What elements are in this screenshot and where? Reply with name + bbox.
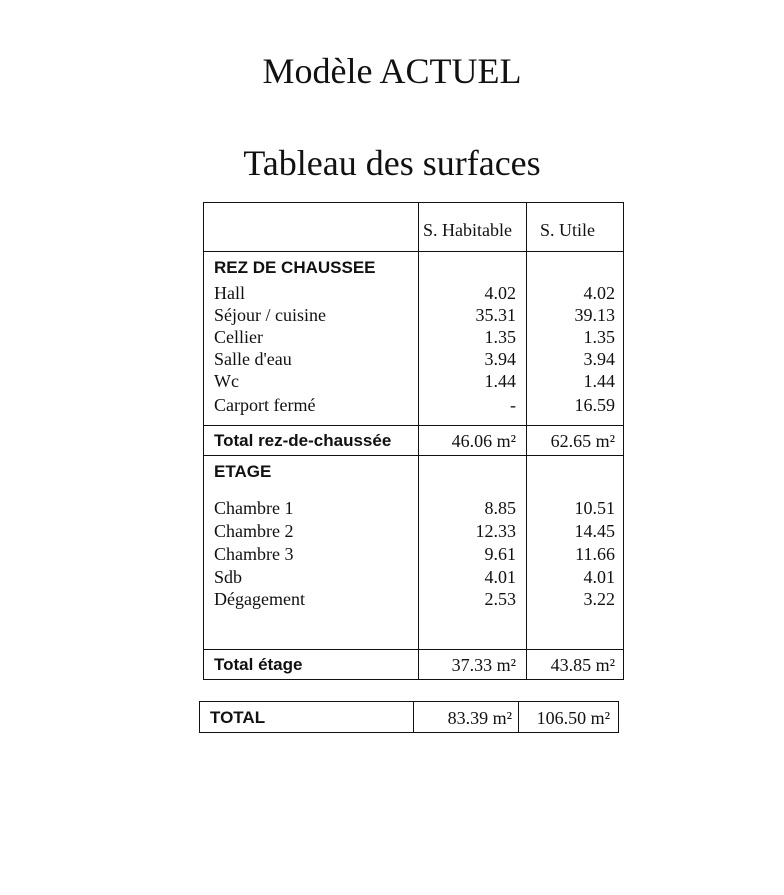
row-label: Cellier [214,327,263,347]
table-row [204,567,623,589]
habitable-value: 4.02 [484,283,516,303]
table-row [204,589,623,611]
grand-total-habitable: 83.39 m² [447,708,512,728]
utile-value: 4.02 [583,283,615,303]
page-title: Modèle ACTUEL [262,51,522,91]
table-row [204,349,623,371]
utile-value: 4.01 [583,567,615,587]
utile-value: 39.13 [574,305,615,325]
grand-total-utile: 106.50 m² [536,708,610,728]
row-label: Salle d'eau [214,349,292,369]
utile-value: 1.44 [583,371,615,391]
section-heading-etage: ETAGE [214,462,272,481]
table-row [204,371,623,393]
utile-value: 11.66 [575,544,615,564]
utile-value: 10.51 [574,498,615,518]
row-label: Chambre 3 [214,544,294,564]
utile-value: 1.35 [583,327,615,347]
habitable-value: 9.61 [484,544,516,564]
table-row [204,521,623,543]
row-label: Séjour / cuisine [214,305,326,325]
subtotal-habitable: 46.06 m² [451,431,516,451]
habitable-value: 1.44 [484,371,516,391]
habitable-value: 35.31 [475,305,516,325]
surface-table [203,202,624,680]
row-divider [204,649,623,650]
habitable-value: - [510,395,516,415]
row-label: Sdb [214,567,243,587]
utile-value: 16.59 [574,395,615,415]
utile-value: 14.45 [574,521,615,541]
table-row [204,544,623,566]
header-divider [204,251,623,252]
row-label: Carport fermé [214,395,316,415]
subtotal-utile: 62.65 m² [550,431,615,451]
habitable-value: 4.01 [484,567,516,587]
row-label: Chambre 1 [214,498,294,518]
column-divider [413,702,414,732]
column-header-utile: S. Utile [540,220,596,240]
table-row [204,305,623,327]
page-subtitle: Tableau des surfaces [243,143,541,183]
row-label: Chambre 2 [214,521,294,541]
habitable-value: 1.35 [484,327,516,347]
row-divider [204,425,623,426]
grand-total-table [199,701,619,733]
utile-value: 3.22 [583,589,615,609]
row-label: Dégagement [214,589,305,609]
subtotal-utile: 43.85 m² [550,655,615,675]
column-divider [518,702,519,732]
row-label: Wc [214,371,239,391]
subtotal-label: Total étage [214,655,303,674]
section-heading-rdc: REZ DE CHAUSSEE [214,258,376,277]
subtotal-label: Total rez-de-chaussée [214,431,392,450]
table-row [204,395,623,417]
row-label: Hall [214,283,245,303]
habitable-value: 2.53 [484,589,516,609]
habitable-value: 8.85 [484,498,516,518]
table-row [204,283,623,305]
row-divider [204,455,623,456]
column-header-habitable: S. Habitable [423,220,512,240]
habitable-value: 12.33 [475,521,516,541]
utile-value: 3.94 [583,349,615,369]
table-row [204,327,623,349]
grand-total-label: TOTAL [210,708,266,727]
subtotal-habitable: 37.33 m² [451,655,516,675]
table-row [204,498,623,520]
habitable-value: 3.94 [484,349,516,369]
